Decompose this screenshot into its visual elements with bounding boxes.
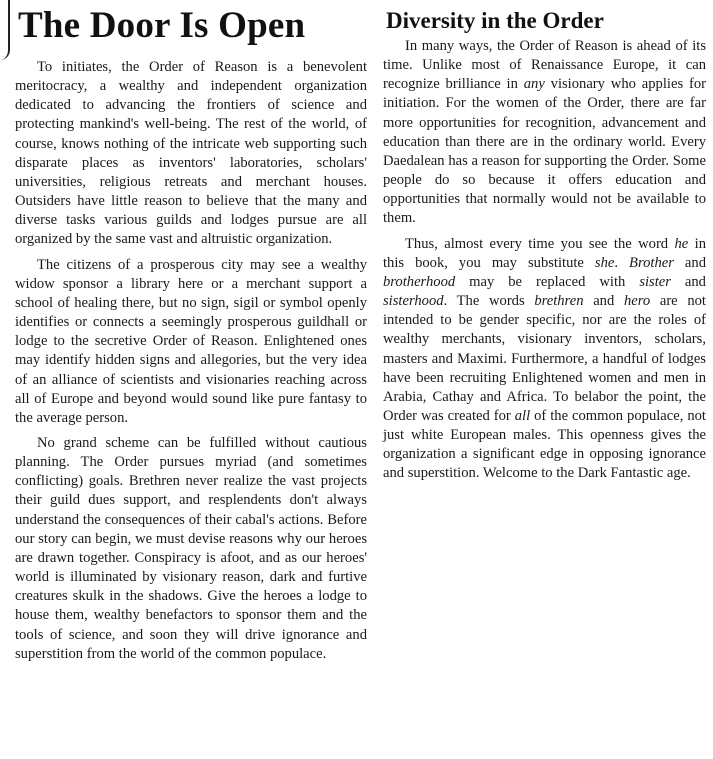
emphasis-hero: hero — [623, 293, 651, 310]
text-run: are not intended to be gender specific, nor are the roles of wealthy merchants, visionary inventors, scholars, masters and Maximi. Furthermore, a handful of lodges have been recruiting Enlightened women and men in Arabia, Cathay and Africa. To belabor the point, the Order was created for — [383, 293, 706, 424]
text-run: and — [583, 293, 624, 310]
emphasis-sisterhood: sisterhood — [383, 293, 444, 310]
text-run: visionary who applies for initiation. For the women of the Order, there are far more opportunities for recognition, advancement and education than there are in the ordinary world. Every Daedalean has a reason for supporting the Order. Some people do so because it offers education and opportunities that normally would not be available to them. — [383, 76, 706, 227]
paragraph-ahead-of-its-time — [383, 37, 706, 229]
section-title-diversity: Diversity in the Order — [386, 8, 604, 33]
text-run: of the common populace, not just white European males. This openness gives the organization a significant edge in opposing ignorance and superstition. Welcome to the Dark Fantastic age. — [383, 407, 706, 482]
text-run: . The words — [443, 293, 535, 310]
text-run: and — [673, 254, 706, 271]
emphasis-she: she — [594, 254, 615, 271]
text-run: and — [670, 273, 706, 290]
emphasis-any: any — [523, 76, 545, 93]
paragraph-gender-terms — [383, 235, 706, 484]
paragraph-grand-scheme: No grand scheme can be fulfilled without cautious planning. The Order pursues myriad (and sometimes conflicting) goals. Brethren never realize the vast projects their guild dues support, and resplendents don't always understand the consequences of their cabal's actions. Before our story can begin, we must devise reasons why our heroes are drawn together. Conspiracy is afoot, and as our heroes' world is illuminated by visionary reason, dark and furtive creatures skulk in the shadows. Give the heroes a lodge to house them, wealthy benefactors to sponsor them and the tools of science, and soon they will drive ignorance and superstition from the world of the common populace. — [15, 434, 367, 662]
emphasis-brethren: brethren — [534, 293, 584, 310]
emphasis-sister: sister — [639, 273, 671, 290]
paragraph-initiates: To initiates, the Order of Reason is a benevolent meritocracy, a wealthy and independent organization dedicated to advancing the frontiers of science and protecting mankind's well-being. The rest of the world, of course, knows nothing of the intricate web supporting such disparate places as inventors' laboratories, scholars' universities, religious retreats and merchant houses. Outsiders have little reason to believe that the many and diverse tasks various guilds and lodges pursue are all organized by the same vast and altruistic organization. — [15, 59, 367, 248]
text-run: Thus, almost every time you see the word — [405, 235, 675, 252]
emphasis-brotherhood: brotherhood — [383, 273, 456, 290]
text-run: In many ways, the Order of Reason is ahead of its time. Unlike most of Renaissance Europe, it can recognize brilliance in — [383, 38, 706, 93]
text-run: . — [614, 254, 630, 271]
emphasis-brother: Brother — [629, 254, 674, 271]
emphasis-he: he — [674, 235, 689, 252]
emphasis-all: all — [514, 407, 531, 424]
section-title-door-is-open: The Door Is Open — [18, 5, 306, 46]
right-column — [383, 0, 706, 490]
page-edge-ornament — [0, 0, 10, 60]
left-column — [15, 0, 367, 670]
text-run: may be replaced with — [455, 273, 640, 290]
paragraph-citizens: The citizens of a prosperous city may see a wealthy widow sponsor a library here or a merchant support a school of healing there, but no sign, sigil or symbol openly identifies or connects a seemingly prosperous guildhall or lodge to the secretive Order of Reason. Enlightened ones may identify hidden signs and allegories, but the very idea of an alliance of scientists and visionaries reaching across all of Europe and beyond would sound like pure fantasy to the average person. — [15, 256, 367, 426]
text-run: in this book, you may substitute — [383, 235, 706, 271]
